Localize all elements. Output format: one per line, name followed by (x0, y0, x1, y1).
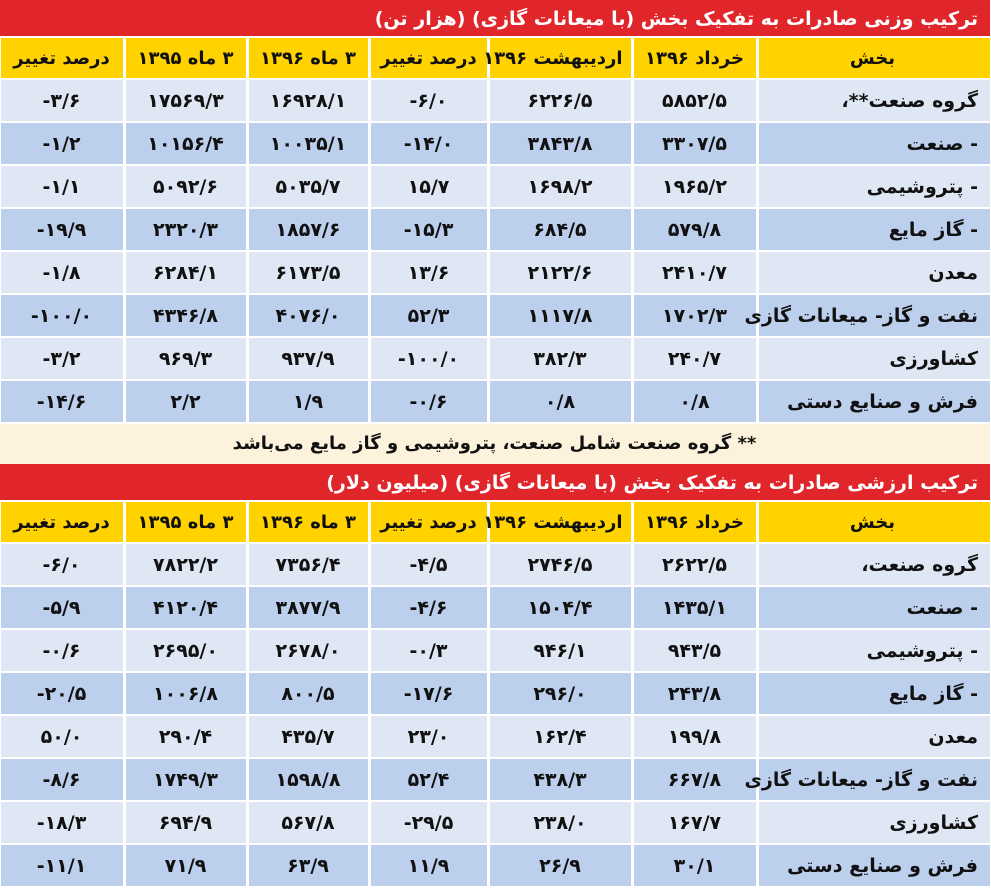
value-cell: ۶۱۷۳/۵ (248, 251, 370, 294)
column-header: ۳ ماه ۱۳۹۵ (125, 502, 248, 543)
value-cell: ۶۲۲۶/۵ (489, 79, 633, 122)
column-header: بخش (758, 38, 991, 79)
value-cell: ۲۴۳/۸ (633, 672, 758, 715)
value-cell: ۲/۲ (125, 380, 248, 422)
column-header: اردیبهشت ۱۳۹۶ (489, 502, 633, 543)
value-cell: ۱۰۱۵۶/۴ (125, 122, 248, 165)
value-cell: ۱۶۷/۷ (633, 801, 758, 844)
value-cell: ۱۶۹۸/۲ (489, 165, 633, 208)
value-cell: ۲۶۲۲/۵ (633, 543, 758, 586)
sector-cell: فرش و صنایع دستی (758, 380, 991, 422)
value-cell: ۴۳۵/۷ (248, 715, 370, 758)
sector-cell: معدن (758, 251, 991, 294)
table-row (0, 543, 991, 586)
sector-cell: گروه صنعت، (758, 543, 991, 586)
value-cell: -۱/۱ (0, 165, 125, 208)
value-cell: ۱۵۹۸/۸ (248, 758, 370, 801)
value-cell: -۴/۶ (370, 586, 489, 629)
table-row (0, 586, 991, 629)
value-cell: -۱۵/۳ (370, 208, 489, 251)
value-cell: -۱۰۰/۰ (0, 294, 125, 337)
column-header: درصد تغییر (0, 502, 125, 543)
column-header: خرداد ۱۳۹۶ (633, 38, 758, 79)
value-cell: ۳۸۷۷/۹ (248, 586, 370, 629)
value-cell: -۳/۶ (0, 79, 125, 122)
value-cell: ۲۹۶/۰ (489, 672, 633, 715)
value-cell: ۱۱/۹ (370, 844, 489, 886)
table-row (0, 715, 991, 758)
value-cell: ۵۶۷/۸ (248, 801, 370, 844)
column-header: درصد تغییر (370, 38, 489, 79)
column-header: خرداد ۱۳۹۶ (633, 502, 758, 543)
sector-cell: کشاورزی (758, 337, 991, 380)
value-cell: ۱/۹ (248, 380, 370, 422)
value-cell: -۸/۶ (0, 758, 125, 801)
value-cell: -۱۴/۶ (0, 380, 125, 422)
column-header: ۳ ماه ۱۳۹۶ (248, 38, 370, 79)
value-cell: ۷۸۲۲/۲ (125, 543, 248, 586)
table-row (0, 294, 991, 337)
sector-cell: فرش و صنایع دستی (758, 844, 991, 886)
value-cell: ۲۳۲۰/۳ (125, 208, 248, 251)
table-row (0, 337, 991, 380)
value-cell: -۴/۵ (370, 543, 489, 586)
value-cell: ۲۳/۰ (370, 715, 489, 758)
value-cell: ۱۰۰۶/۸ (125, 672, 248, 715)
value-cell: ۱۴۳۵/۱ (633, 586, 758, 629)
sector-cell: - صنعت (758, 122, 991, 165)
value-cell: ۵۲/۴ (370, 758, 489, 801)
value-cell: ۹۳۷/۹ (248, 337, 370, 380)
value-cell: ۲۳۸/۰ (489, 801, 633, 844)
value-cell: ۱۷۴۹/۳ (125, 758, 248, 801)
value-cell: ۶۹۴/۹ (125, 801, 248, 844)
sector-cell: - پتروشیمی (758, 165, 991, 208)
value-cell: -۱/۲ (0, 122, 125, 165)
table-row (0, 251, 991, 294)
column-header: درصد تغییر (370, 502, 489, 543)
value-cell: -۰/۶ (0, 629, 125, 672)
value-cell: ۱۳/۶ (370, 251, 489, 294)
value-cell: ۳۸۲/۳ (489, 337, 633, 380)
value-cell: ۹۴۳/۵ (633, 629, 758, 672)
value-cell: ۶۲۸۴/۱ (125, 251, 248, 294)
value-exports-section (0, 464, 991, 886)
value-cell: ۶۶۷/۸ (633, 758, 758, 801)
value-cell: ۵۲/۳ (370, 294, 489, 337)
value-cell: ۲۶۹۵/۰ (125, 629, 248, 672)
value-cell: -۱/۸ (0, 251, 125, 294)
value-cell: ۲۴۰/۷ (633, 337, 758, 380)
value-cell: ۱۶۲/۴ (489, 715, 633, 758)
table-row (0, 165, 991, 208)
value-cell: ۹۶۹/۳ (125, 337, 248, 380)
value-cell: ۴۳۸/۳ (489, 758, 633, 801)
table-row (0, 380, 991, 422)
table-row (0, 844, 991, 886)
table-row (0, 208, 991, 251)
value-cell: -۱۴/۰ (370, 122, 489, 165)
column-header: ۳ ماه ۱۳۹۵ (125, 38, 248, 79)
table-header-row (0, 38, 991, 79)
value-cell: ۵۰/۰ (0, 715, 125, 758)
value-cell: ۰/۸ (633, 380, 758, 422)
value-cell: -۱۰۰/۰ (370, 337, 489, 380)
value-cell: ۵۰۹۲/۶ (125, 165, 248, 208)
value-cell: ۳۸۴۳/۸ (489, 122, 633, 165)
table-row (0, 79, 991, 122)
table-header-row (0, 502, 991, 543)
sector-cell: گروه صنعت**، (758, 79, 991, 122)
sector-cell: - پتروشیمی (758, 629, 991, 672)
table-row (0, 672, 991, 715)
weight-exports-table (0, 38, 991, 422)
sector-cell: کشاورزی (758, 801, 991, 844)
value-cell: ۴۰۷۶/۰ (248, 294, 370, 337)
value-cell: -۵/۹ (0, 586, 125, 629)
value-cell: ۱۵۰۴/۴ (489, 586, 633, 629)
sector-cell: نفت و گاز- میعانات گازی (758, 758, 991, 801)
value-cell: ۷۳۵۶/۴ (248, 543, 370, 586)
value-cell: ۵۷۹/۸ (633, 208, 758, 251)
value-cell: ۱۷۰۲/۳ (633, 294, 758, 337)
value-cell: ۲۹۰/۴ (125, 715, 248, 758)
value-cell: ۲۷۴۶/۵ (489, 543, 633, 586)
weight-table-title: ترکیب وزنی صادرات به تفکیک بخش (با میعانات گازی) (هزار تن) (0, 0, 991, 38)
value-exports-table (0, 502, 991, 886)
value-cell: -۶/۰ (0, 543, 125, 586)
value-cell: ۵۸۵۲/۵ (633, 79, 758, 122)
value-cell: ۳۰/۱ (633, 844, 758, 886)
sector-cell: معدن (758, 715, 991, 758)
value-cell: ۸۰۰/۵ (248, 672, 370, 715)
value-cell: ۲۱۲۲/۶ (489, 251, 633, 294)
value-cell: ۰/۸ (489, 380, 633, 422)
value-cell: ۷۱/۹ (125, 844, 248, 886)
table-row (0, 801, 991, 844)
value-cell: -۲۹/۵ (370, 801, 489, 844)
value-cell: -۳/۲ (0, 337, 125, 380)
table-row (0, 629, 991, 672)
value-cell: -۰/۶ (370, 380, 489, 422)
value-cell: ۲۴۱۰/۷ (633, 251, 758, 294)
value-cell: ۱۹۶۵/۲ (633, 165, 758, 208)
value-cell: ۱۶۹۲۸/۱ (248, 79, 370, 122)
column-header: درصد تغییر (0, 38, 125, 79)
value-cell: ۱۷۵۶۹/۳ (125, 79, 248, 122)
value-cell: ۲۶/۹ (489, 844, 633, 886)
value-cell: ۵۰۳۵/۷ (248, 165, 370, 208)
sector-cell: نفت و گاز- میعانات گازی (758, 294, 991, 337)
column-header: ۳ ماه ۱۳۹۶ (248, 502, 370, 543)
column-header: بخش (758, 502, 991, 543)
value-cell: ۱۰۰۳۵/۱ (248, 122, 370, 165)
value-cell: -۶/۰ (370, 79, 489, 122)
sector-cell: - صنعت (758, 586, 991, 629)
value-table-title: ترکیب ارزشی صادرات به تفکیک بخش (با میعانات گازی) (میلیون دلار) (0, 464, 991, 502)
value-cell: ۱۹۹/۸ (633, 715, 758, 758)
footnote: ** گروه صنعت شامل صنعت، پتروشیمی و گاز مایع می‌باشد (0, 422, 991, 464)
value-cell: -۱۹/۹ (0, 208, 125, 251)
value-cell: -۱۸/۳ (0, 801, 125, 844)
value-cell: ۶۳/۹ (248, 844, 370, 886)
value-cell: ۶۸۴/۵ (489, 208, 633, 251)
value-cell: ۲۶۷۸/۰ (248, 629, 370, 672)
value-cell: -۱۱/۱ (0, 844, 125, 886)
value-cell: ۴۳۴۶/۸ (125, 294, 248, 337)
column-header: اردیبهشت ۱۳۹۶ (489, 38, 633, 79)
sector-cell: - گاز مایع (758, 208, 991, 251)
value-cell: -۲۰/۵ (0, 672, 125, 715)
table-row (0, 758, 991, 801)
sector-cell: - گاز مایع (758, 672, 991, 715)
value-cell: ۱۱۱۷/۸ (489, 294, 633, 337)
value-cell: ۹۴۶/۱ (489, 629, 633, 672)
value-cell: -۱۷/۶ (370, 672, 489, 715)
value-cell: ۳۳۰۷/۵ (633, 122, 758, 165)
table-row (0, 122, 991, 165)
value-cell: -۰/۳ (370, 629, 489, 672)
value-cell: ۴۱۲۰/۴ (125, 586, 248, 629)
value-cell: ۱۸۵۷/۶ (248, 208, 370, 251)
value-cell: ۱۵/۷ (370, 165, 489, 208)
